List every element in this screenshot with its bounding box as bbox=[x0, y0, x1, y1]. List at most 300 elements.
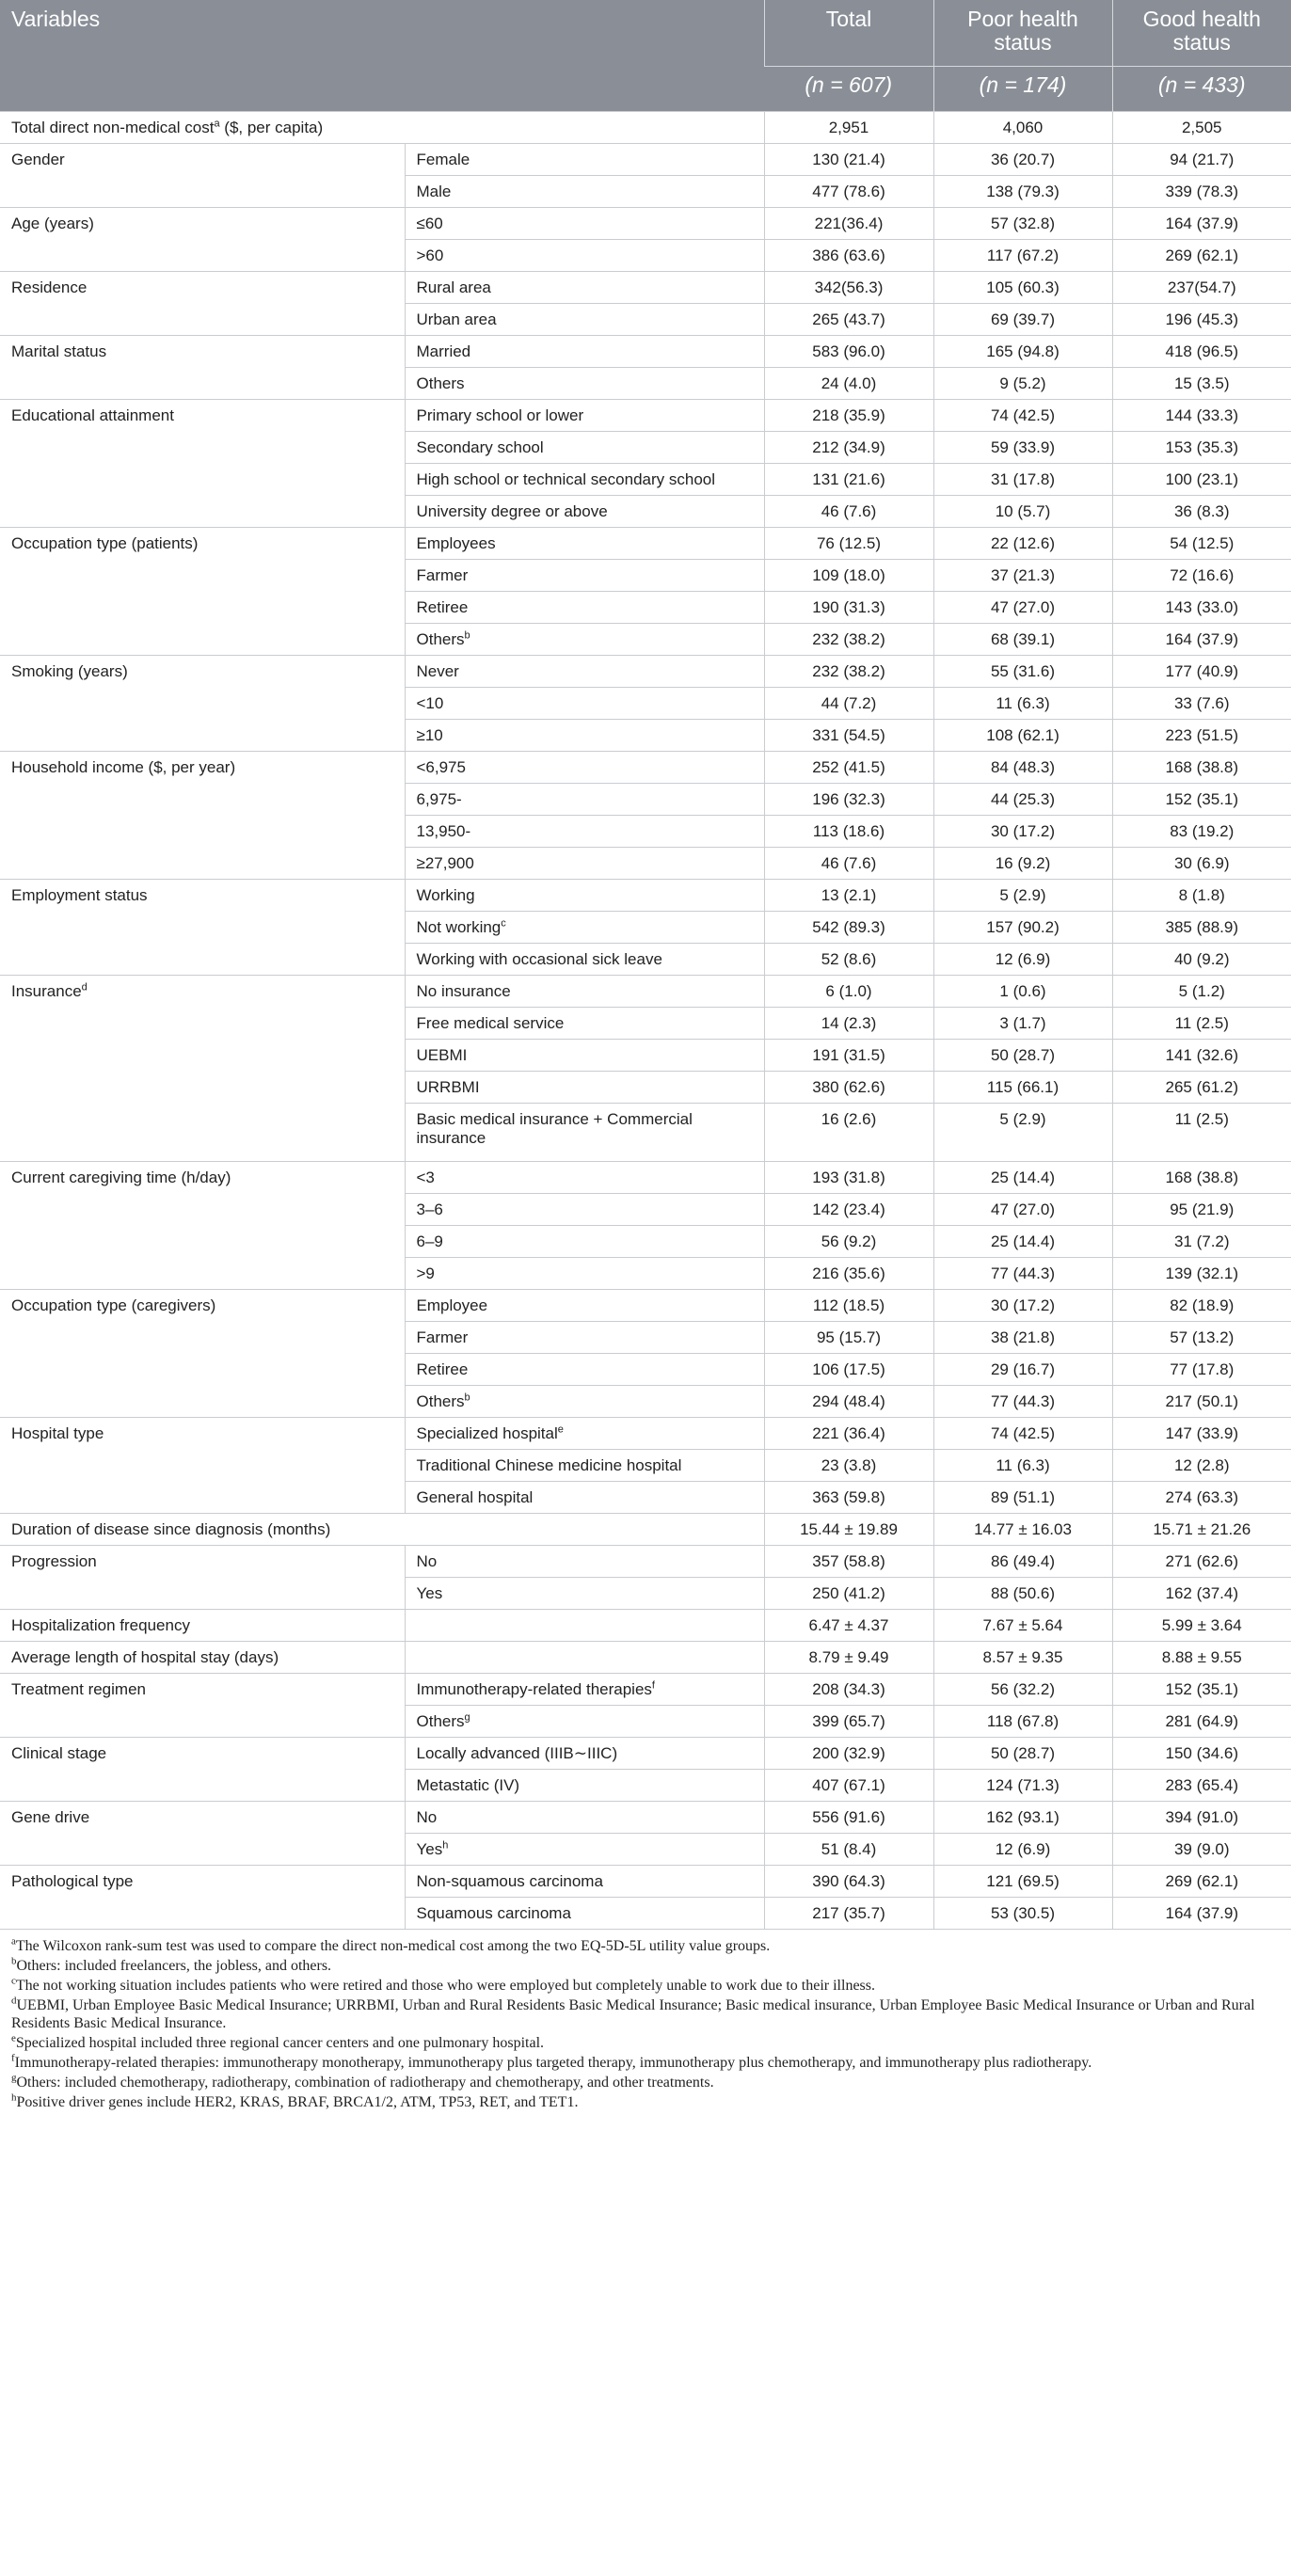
cell-good bbox=[1112, 1162, 1291, 1194]
cell-total bbox=[764, 592, 933, 624]
cell-poor-text: 36 (20.7) bbox=[990, 151, 1056, 168]
row-sublabel bbox=[405, 1162, 764, 1194]
row-sublabel-text: Others bbox=[416, 630, 465, 648]
cell-poor bbox=[933, 1194, 1112, 1226]
table-row bbox=[0, 1674, 1291, 1706]
cell-good bbox=[1112, 1040, 1291, 1072]
cell-good-text: 30 (6.9) bbox=[1173, 854, 1230, 872]
cell-total bbox=[764, 1322, 933, 1354]
row-sublabel-text: Others bbox=[416, 1712, 465, 1730]
cell-good-text: 8 (1.8) bbox=[1178, 886, 1225, 904]
cell-good-text: 72 (16.6) bbox=[1170, 566, 1235, 584]
cell-good bbox=[1112, 1514, 1291, 1546]
cell-good-text: 82 (18.9) bbox=[1170, 1296, 1235, 1314]
cell-poor bbox=[933, 528, 1112, 560]
row-sublabel-text: ≥27,900 bbox=[416, 854, 474, 872]
cell-total-text: 24 (4.0) bbox=[821, 374, 877, 392]
cell-poor bbox=[933, 1482, 1112, 1514]
cell-poor bbox=[933, 1322, 1112, 1354]
row-sublabel-text: 6–9 bbox=[416, 1232, 443, 1250]
footnote bbox=[11, 2054, 1280, 2072]
row-label bbox=[0, 336, 405, 400]
cell-total bbox=[764, 976, 933, 1008]
cell-good-text: 5.99 ± 3.64 bbox=[1161, 1616, 1242, 1634]
row-sublabel bbox=[405, 1258, 764, 1290]
footnote-text: Others: included chemotherapy, radiotherapy, combination of radiotherapy and chemotherapy, and other treatments. bbox=[16, 2075, 714, 2091]
header-good: Good health status bbox=[1112, 0, 1291, 67]
cell-good-text: 11 (2.5) bbox=[1174, 1014, 1229, 1032]
cell-total bbox=[764, 176, 933, 208]
cell-total-text: 131 (21.6) bbox=[812, 470, 885, 488]
cell-good-text: 31 (7.2) bbox=[1173, 1232, 1230, 1250]
cell-poor-text: 1 (0.6) bbox=[999, 982, 1046, 1000]
table-row bbox=[0, 1610, 1291, 1642]
cell-total-text: 477 (78.6) bbox=[812, 183, 885, 200]
row-sublabel-text: Employee bbox=[416, 1296, 488, 1314]
cell-poor-text: 108 (62.1) bbox=[986, 726, 1060, 744]
cell-total bbox=[764, 336, 933, 368]
row-sublabel bbox=[405, 688, 764, 720]
row-sublabel bbox=[405, 848, 764, 880]
footnote-mark: g bbox=[11, 2072, 17, 2084]
cell-poor-text: 74 (42.5) bbox=[990, 406, 1056, 424]
cell-good bbox=[1112, 1194, 1291, 1226]
row-label-text: Marital status bbox=[11, 342, 107, 360]
row-label-text: Hospital type bbox=[11, 1424, 104, 1442]
cell-good bbox=[1112, 1770, 1291, 1802]
row-label bbox=[0, 1738, 405, 1802]
row-label-text: Total direct non-medical cost bbox=[11, 119, 215, 136]
cell-poor-text: 74 (42.5) bbox=[990, 1424, 1056, 1442]
row-label bbox=[0, 144, 405, 208]
cell-poor bbox=[933, 464, 1112, 496]
cell-good bbox=[1112, 912, 1291, 944]
cell-poor bbox=[933, 400, 1112, 432]
cell-good-text: 33 (7.6) bbox=[1173, 694, 1230, 712]
cell-poor bbox=[933, 592, 1112, 624]
cell-good-text: 95 (21.9) bbox=[1170, 1201, 1235, 1218]
row-label bbox=[0, 528, 405, 656]
cell-good-text: 162 (37.4) bbox=[1165, 1584, 1238, 1602]
cell-poor bbox=[933, 1226, 1112, 1258]
row-label bbox=[0, 1610, 405, 1642]
footnote-marker: g bbox=[464, 1711, 470, 1724]
cell-total-text: 218 (35.9) bbox=[812, 406, 885, 424]
row-sublabel-text: Others bbox=[416, 374, 465, 392]
footnote-text: Positive driver genes include HER2, KRAS, BRAF, BRCA1/2, ATM, TP53, RET, and TET1. bbox=[16, 2094, 579, 2110]
cell-poor-text: 165 (94.8) bbox=[986, 342, 1060, 360]
cell-total-text: 212 (34.9) bbox=[812, 438, 885, 456]
row-sublabel-text: High school or technical secondary school bbox=[416, 470, 716, 488]
row-sublabel-text: Working bbox=[416, 886, 475, 904]
cell-total-text: 95 (15.7) bbox=[816, 1328, 882, 1346]
footnote-text: Others: included freelancers, the jobless, and others. bbox=[16, 1958, 332, 1974]
cell-poor bbox=[933, 208, 1112, 240]
cell-good bbox=[1112, 1104, 1291, 1162]
row-label-text: Smoking (years) bbox=[11, 662, 128, 680]
cell-good-text: 164 (37.9) bbox=[1165, 215, 1238, 232]
cell-good bbox=[1112, 784, 1291, 816]
footnote bbox=[11, 1957, 1280, 1975]
cell-poor bbox=[933, 1578, 1112, 1610]
cell-total bbox=[764, 400, 933, 432]
row-sublabel-text: Urban area bbox=[416, 310, 497, 328]
table-row bbox=[0, 1866, 1291, 1898]
row-sublabel-text: Immunotherapy-related therapies bbox=[416, 1680, 652, 1698]
row-label-text: Age (years) bbox=[11, 215, 94, 232]
row-sublabel-text: Free medical service bbox=[416, 1014, 565, 1032]
cell-poor-text: 30 (17.2) bbox=[990, 1296, 1056, 1314]
cell-total bbox=[764, 1290, 933, 1322]
row-sublabel bbox=[405, 592, 764, 624]
cell-total bbox=[764, 240, 933, 272]
cell-poor-text: 31 (17.8) bbox=[990, 470, 1056, 488]
row-sublabel-text: Basic medical insurance + Commercial insurance bbox=[416, 1110, 693, 1147]
cell-total-text: 2,951 bbox=[828, 119, 869, 136]
row-sublabel bbox=[405, 720, 764, 752]
cell-good bbox=[1112, 368, 1291, 400]
row-sublabel bbox=[405, 1040, 764, 1072]
cell-total bbox=[764, 1226, 933, 1258]
cell-total-text: 542 (89.3) bbox=[812, 918, 885, 936]
cell-total bbox=[764, 1194, 933, 1226]
cell-poor-text: 118 (67.8) bbox=[986, 1712, 1060, 1730]
cell-total bbox=[764, 464, 933, 496]
row-sublabel bbox=[405, 1450, 764, 1482]
cell-total-text: 23 (3.8) bbox=[821, 1456, 877, 1474]
cell-good bbox=[1112, 1834, 1291, 1866]
cell-good-text: 147 (33.9) bbox=[1165, 1424, 1238, 1442]
cell-total bbox=[764, 880, 933, 912]
cell-poor-text: 8.57 ± 9.35 bbox=[982, 1648, 1063, 1666]
row-sublabel-text: Retiree bbox=[416, 1360, 469, 1378]
row-label-text: Clinical stage bbox=[11, 1744, 107, 1762]
cell-total-text: 109 (18.0) bbox=[812, 566, 885, 584]
cell-poor bbox=[933, 1290, 1112, 1322]
cell-poor bbox=[933, 1642, 1112, 1674]
cell-total bbox=[764, 1738, 933, 1770]
cell-good-text: 77 (17.8) bbox=[1170, 1360, 1235, 1378]
cell-good-text: 274 (63.3) bbox=[1165, 1488, 1238, 1506]
cell-total bbox=[764, 432, 933, 464]
cell-total-text: 142 (23.4) bbox=[812, 1201, 885, 1218]
header-n-poor: (n = 174) bbox=[933, 67, 1112, 112]
row-sublabel-text: Metastatic (IV) bbox=[416, 1776, 520, 1794]
cell-poor bbox=[933, 240, 1112, 272]
row-sublabel bbox=[405, 1738, 764, 1770]
cell-total bbox=[764, 752, 933, 784]
cell-poor-text: 68 (39.1) bbox=[990, 630, 1056, 648]
row-sublabel bbox=[405, 1642, 764, 1674]
footnote-marker: h bbox=[442, 1839, 449, 1852]
cell-total-text: 190 (31.3) bbox=[812, 598, 885, 616]
cell-total bbox=[764, 1578, 933, 1610]
cell-poor bbox=[933, 1450, 1112, 1482]
cell-total-text: 265 (43.7) bbox=[812, 310, 885, 328]
cell-good bbox=[1112, 1322, 1291, 1354]
cell-total-text: 407 (67.1) bbox=[812, 1776, 885, 1794]
row-label bbox=[0, 1802, 405, 1866]
cell-poor-text: 44 (25.3) bbox=[990, 790, 1056, 808]
row-sublabel-text: Retiree bbox=[416, 598, 469, 616]
cell-good-text: 168 (38.8) bbox=[1165, 758, 1238, 776]
cell-poor bbox=[933, 912, 1112, 944]
row-sublabel-text: ≤60 bbox=[416, 215, 443, 232]
cell-total bbox=[764, 528, 933, 560]
cell-good-text: 283 (65.4) bbox=[1165, 1776, 1238, 1794]
cell-poor bbox=[933, 1072, 1112, 1104]
row-sublabel bbox=[405, 368, 764, 400]
cell-good-text: 269 (62.1) bbox=[1165, 246, 1238, 264]
footnote bbox=[11, 2034, 1280, 2052]
cell-total bbox=[764, 496, 933, 528]
cell-good bbox=[1112, 1578, 1291, 1610]
cell-total bbox=[764, 688, 933, 720]
row-sublabel-text: Employees bbox=[416, 534, 496, 552]
header-n-total: (n = 607) bbox=[805, 72, 893, 97]
table-row bbox=[0, 1642, 1291, 1674]
row-sublabel-text: <10 bbox=[416, 694, 444, 712]
cell-poor-text: 7.67 ± 5.64 bbox=[982, 1616, 1063, 1634]
row-sublabel bbox=[405, 1386, 764, 1418]
cell-total-text: 232 (38.2) bbox=[812, 662, 885, 680]
cell-total-text: 216 (35.6) bbox=[812, 1264, 885, 1282]
row-sublabel bbox=[405, 880, 764, 912]
row-sublabel-text: UEBMI bbox=[416, 1046, 468, 1064]
footnote bbox=[11, 2074, 1280, 2091]
cell-poor bbox=[933, 368, 1112, 400]
cell-total bbox=[764, 944, 933, 976]
footnote bbox=[11, 1977, 1280, 1995]
cell-good-text: 2,505 bbox=[1181, 119, 1222, 136]
row-label bbox=[0, 1290, 405, 1418]
cell-good bbox=[1112, 1610, 1291, 1642]
cell-good bbox=[1112, 176, 1291, 208]
row-label bbox=[0, 656, 405, 752]
footnote-text: UEBMI, Urban Employee Basic Medical Insurance; URRBMI, Urban and Rural Residents Basic Medical Insurance; Basic medical insurance, Urban Employee Basic Medical Insurance or Urban and Rural Residents Basic Medical Insurance. bbox=[11, 1997, 1255, 2031]
cell-good-text: 141 (32.6) bbox=[1165, 1046, 1238, 1064]
cell-total-text: 51 (8.4) bbox=[821, 1840, 877, 1858]
cell-poor bbox=[933, 976, 1112, 1008]
row-sublabel bbox=[405, 656, 764, 688]
footnote-marker: e bbox=[557, 1423, 564, 1436]
header-variables: Variables bbox=[11, 7, 101, 31]
row-sublabel-text: Specialized hospital bbox=[416, 1424, 558, 1442]
footnote-mark: e bbox=[11, 2032, 16, 2044]
footnote-mark: d bbox=[11, 1995, 17, 2007]
cell-good-text: 269 (62.1) bbox=[1165, 1872, 1238, 1890]
cell-poor bbox=[933, 848, 1112, 880]
cell-good bbox=[1112, 432, 1291, 464]
cell-poor bbox=[933, 1418, 1112, 1450]
cell-total-text: 130 (21.4) bbox=[812, 151, 885, 168]
cell-good bbox=[1112, 1866, 1291, 1898]
row-sublabel bbox=[405, 784, 764, 816]
footnote bbox=[11, 1996, 1280, 2032]
cell-poor-text: 162 (93.1) bbox=[986, 1808, 1060, 1826]
cell-good bbox=[1112, 752, 1291, 784]
cell-good bbox=[1112, 1386, 1291, 1418]
cell-total-text: 106 (17.5) bbox=[812, 1360, 885, 1378]
row-label bbox=[0, 1162, 405, 1290]
cell-total-text: 52 (8.6) bbox=[821, 950, 877, 968]
table-row bbox=[0, 400, 1291, 432]
cell-poor-text: 84 (48.3) bbox=[990, 758, 1056, 776]
row-sublabel bbox=[405, 816, 764, 848]
row-sublabel-text: ≥10 bbox=[416, 726, 443, 744]
cell-total bbox=[764, 208, 933, 240]
cell-poor-text: 53 (30.5) bbox=[990, 1904, 1056, 1922]
cell-good-text: 143 (33.0) bbox=[1165, 598, 1238, 616]
cell-total bbox=[764, 1898, 933, 1930]
cell-poor bbox=[933, 1040, 1112, 1072]
cell-total-text: 46 (7.6) bbox=[821, 854, 877, 872]
cell-good-text: 12 (2.8) bbox=[1173, 1456, 1230, 1474]
cell-total bbox=[764, 1386, 933, 1418]
row-label-text: Gene drive bbox=[11, 1808, 90, 1826]
header-poor: Poor health status bbox=[933, 0, 1112, 67]
cell-total bbox=[764, 1834, 933, 1866]
cell-poor-text: 30 (17.2) bbox=[990, 822, 1056, 840]
row-sublabel bbox=[405, 1194, 764, 1226]
footnote-text: The Wilcoxon rank-sum test was used to compare the direct non-medical cost among the two EQ-5D-5L utility value groups. bbox=[15, 1938, 771, 1954]
cell-good-text: 150 (34.6) bbox=[1165, 1744, 1238, 1762]
row-sublabel bbox=[405, 336, 764, 368]
cell-good-text: 164 (37.9) bbox=[1165, 630, 1238, 648]
row-sublabel bbox=[405, 208, 764, 240]
row-sublabel bbox=[405, 560, 764, 592]
cell-good bbox=[1112, 1706, 1291, 1738]
cell-total-text: 46 (7.6) bbox=[821, 502, 877, 520]
cell-total bbox=[764, 1104, 933, 1162]
table-row bbox=[0, 272, 1291, 304]
cell-good-text: 217 (50.1) bbox=[1165, 1392, 1238, 1410]
row-sublabel-text: Farmer bbox=[416, 566, 469, 584]
row-sublabel bbox=[405, 1482, 764, 1514]
row-label-text: Average length of hospital stay (days) bbox=[11, 1648, 279, 1666]
cell-total bbox=[764, 304, 933, 336]
cell-poor-text: 9 (5.2) bbox=[999, 374, 1046, 392]
cell-total-text: 342(56.3) bbox=[814, 278, 884, 296]
cell-poor bbox=[933, 1354, 1112, 1386]
cell-good-text: 15 (3.5) bbox=[1173, 374, 1230, 392]
cell-good bbox=[1112, 272, 1291, 304]
cell-total-text: 112 (18.5) bbox=[812, 1296, 885, 1314]
row-sublabel bbox=[405, 176, 764, 208]
row-sublabel-text: Not working bbox=[416, 918, 502, 936]
cell-good bbox=[1112, 880, 1291, 912]
row-sublabel bbox=[405, 464, 764, 496]
cell-poor-text: 5 (2.9) bbox=[999, 886, 1046, 904]
row-sublabel-text: Never bbox=[416, 662, 459, 680]
cell-good bbox=[1112, 304, 1291, 336]
row-label-text: Duration of disease since diagnosis (months) bbox=[11, 1520, 331, 1538]
row-sublabel bbox=[405, 1610, 764, 1642]
cell-poor-text: 59 (33.9) bbox=[990, 438, 1056, 456]
row-sublabel bbox=[405, 1578, 764, 1610]
cell-total-text: 331 (54.5) bbox=[812, 726, 885, 744]
cell-good bbox=[1112, 592, 1291, 624]
cell-total bbox=[764, 1770, 933, 1802]
cell-poor bbox=[933, 880, 1112, 912]
cell-good bbox=[1112, 976, 1291, 1008]
footnote-text: Immunotherapy-related therapies: immunotherapy monotherapy, immunotherapy plus targeted therapy, immunotherapy plus chemotherapy, and immunotherapy plus radiotherapy. bbox=[14, 2055, 1092, 2071]
row-sublabel-text: <6,975 bbox=[416, 758, 466, 776]
footnote-marker: b bbox=[464, 629, 470, 642]
cell-poor bbox=[933, 688, 1112, 720]
cell-good-text: 5 (1.2) bbox=[1178, 982, 1225, 1000]
cell-poor bbox=[933, 304, 1112, 336]
cell-poor bbox=[933, 816, 1112, 848]
cell-poor bbox=[933, 1610, 1112, 1642]
cell-good bbox=[1112, 1290, 1291, 1322]
cell-poor-text: 121 (69.5) bbox=[986, 1872, 1060, 1890]
table-body bbox=[0, 112, 1291, 1930]
cell-total-text: 113 (18.6) bbox=[812, 822, 885, 840]
row-label-text: Progression bbox=[11, 1552, 97, 1570]
cell-total bbox=[764, 912, 933, 944]
row-label-text: Insurance bbox=[11, 982, 82, 1000]
row-sublabel-text: Squamous carcinoma bbox=[416, 1904, 571, 1922]
cell-total-text: 583 (96.0) bbox=[812, 342, 885, 360]
cell-good bbox=[1112, 848, 1291, 880]
cell-good bbox=[1112, 1482, 1291, 1514]
cell-poor bbox=[933, 1674, 1112, 1706]
row-label bbox=[0, 400, 405, 528]
row-sublabel bbox=[405, 144, 764, 176]
cell-poor-text: 16 (9.2) bbox=[995, 854, 1051, 872]
cell-poor bbox=[933, 1898, 1112, 1930]
cell-total-text: 15.44 ± 19.89 bbox=[800, 1520, 898, 1538]
table-row bbox=[0, 752, 1291, 784]
cell-poor-text: 138 (79.3) bbox=[986, 183, 1060, 200]
cell-total bbox=[764, 144, 933, 176]
cell-poor-text: 11 (6.3) bbox=[996, 1456, 1050, 1474]
cell-poor-text: 25 (14.4) bbox=[990, 1169, 1056, 1186]
cell-good-text: 418 (96.5) bbox=[1165, 342, 1238, 360]
footnote-marker: a bbox=[214, 118, 220, 130]
header-n-good: (n = 433) bbox=[1112, 67, 1291, 112]
footnote-marker: c bbox=[501, 917, 506, 930]
cell-total bbox=[764, 848, 933, 880]
cell-good bbox=[1112, 1546, 1291, 1578]
cell-good-text: 152 (35.1) bbox=[1165, 1680, 1238, 1698]
cell-poor bbox=[933, 1834, 1112, 1866]
cell-good-text: 153 (35.3) bbox=[1165, 438, 1238, 456]
footnote-text: The not working situation includes patients who were retired and those who were employed but completely unable to work due to their illness. bbox=[15, 1978, 875, 1994]
row-sublabel bbox=[405, 528, 764, 560]
footnote bbox=[11, 1937, 1280, 1955]
row-label-text: Hospitalization frequency bbox=[11, 1616, 190, 1634]
footnotes bbox=[0, 1930, 1291, 2111]
cell-poor-text: 157 (90.2) bbox=[986, 918, 1060, 936]
cell-good-text: 36 (8.3) bbox=[1173, 502, 1230, 520]
cell-total bbox=[764, 624, 933, 656]
row-sublabel bbox=[405, 1072, 764, 1104]
row-label-suffix: ($, per capita) bbox=[219, 119, 324, 136]
row-sublabel bbox=[405, 624, 764, 656]
cell-poor-text: 77 (44.3) bbox=[990, 1392, 1056, 1410]
cell-total bbox=[764, 1610, 933, 1642]
cell-total bbox=[764, 1546, 933, 1578]
cell-total bbox=[764, 112, 933, 144]
cell-poor-text: 25 (14.4) bbox=[990, 1232, 1056, 1250]
cell-good-text: 54 (12.5) bbox=[1170, 534, 1235, 552]
cell-poor bbox=[933, 1162, 1112, 1194]
cell-total-text: 556 (91.6) bbox=[812, 1808, 885, 1826]
cell-good bbox=[1112, 464, 1291, 496]
row-sublabel bbox=[405, 1770, 764, 1802]
